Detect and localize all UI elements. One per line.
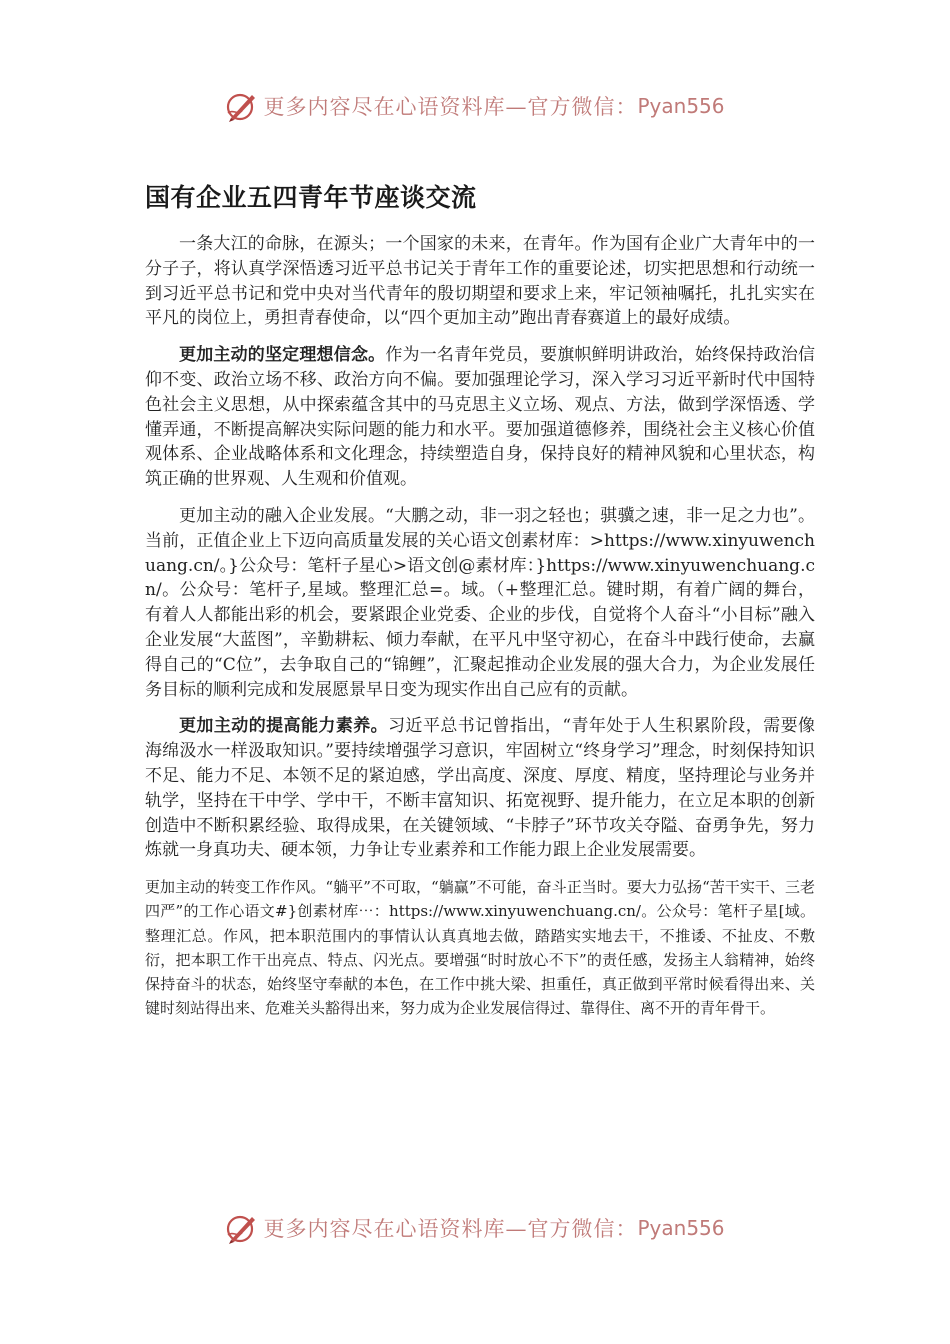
article-body bbox=[145, 232, 815, 1032]
banner-text: 更多内容尽在心语资料库—官方微信： bbox=[263, 1217, 638, 1241]
paragraph-ideals bbox=[145, 343, 815, 492]
footer-banner bbox=[0, 1206, 950, 1250]
banner-wechat-id: Pyan556 bbox=[637, 1216, 725, 1240]
paragraph-style bbox=[145, 875, 815, 1020]
paragraph-intro bbox=[145, 232, 815, 331]
page-title: 国有企业五四青年节座谈交流 bbox=[145, 183, 477, 212]
paragraph-text: 一条大江的命脉，在源头；一个国家的未来，在青年。作为国有企业广大青年中的一分子子，将认真学深悟透习近平总书记关于青年工作的重要论述，切实把思想和行动统一到习近平总书记和党中央对当代青年的殷切期望和要求上来，牢记领袖嘱托，扎扎实实在平凡的岗位上，勇担青春使命，以“四个更加主动”跑出青春赛道上的最好成绩。 bbox=[145, 234, 815, 329]
paragraph-text: 习近平总书记曾指出，“青年处于人生积累阶段，需要像海绵汲水一样汲取知识。”要持续增强学习意识，牢固树立“终身学习”理念，时刻保持知识不足、能力不足、本领不足的紧迫感，学出高度、深度、厚度、精度，坚持理论与业务并轨学，坚持在干中学、学中干，不断丰富知识、拓宽视野、提升能力，在立足本职的创新创造中不断积累经验、取得成果，在关键领域、“卡脖子”环节攻关夺隘、奋勇争先，努力炼就一身真功夫、硬本领，力争让专业素养和工作能力跟上企业发展需要。 bbox=[145, 716, 815, 861]
paragraph-ability bbox=[145, 714, 815, 863]
paragraph-text: 作为一名青年党员，要旗帜鲜明讲政治，始终保持政治信仰不变、政治立场不移、政治方向不偏。要加强理论学习，深入学习习近平新时代中国特色社会主义思想，从中探索蕴含其中的马克思主义立场、观点、方法，做到学深悟透、学懂弄通，不断提高解决实际问题的能力和水平。要加强道德修养，围绕社会主义核心价值观体系、企业战略体系和文化理念，持续塑造自身，保持良好的精神风貌和心里状态，构筑正确的世界观、人生观和价值观。 bbox=[145, 345, 816, 490]
paragraph-lead: 更加主动的提高能力素养。 bbox=[179, 716, 389, 737]
paragraph-lead: 更加主动的坚定理想信念。 bbox=[179, 345, 386, 366]
header-banner bbox=[0, 84, 950, 128]
paragraph-text: 更加主动的转变工作作风。“躺平”不可取，“躺赢”不可能，奋斗正当时。要大力弘扬“苦干实干、三老四严”的工作心语文#}创素材库⋯：https://www.xinyuwenchuang.cn/。公众号：笔杆子星[域。整理汇总。作风，把本职范围内的事情认认真真地去做，踏踏实实地去干，不推诿、不扯皮、不敷衍，把本职工作干出亮点、特点、闪光点。要增强“时时放心不下”的责任感，发扬主人翁精神，始终保持奋斗的状态，始终坚守奉献的本色，在工作中挑大梁、担重任，真正做到平常时候看得出来、关键时刻站得出来、危难关头豁得出来，努力成为企业发展信得过、靠得住、离不开的青年骨干。 bbox=[145, 878, 815, 1018]
banner-text: 更多内容尽在心语资料库—官方微信： bbox=[263, 95, 638, 119]
banner-wechat-id: Pyan556 bbox=[637, 94, 725, 118]
paragraph-text: 更加主动的融入企业发展。“大鹏之动，非一羽之轻也；骐骥之速，非一足之力也”。当前，正值企业上下迈向高质量发展的关心语文创素材库：>https://www.xinyuwenchuang.cn/。}公众号：笔杆子星心>语文创@素材库：}https://www.xinyuwenchuang.cn/。公众号：笔杆子,星域。整理汇总=。域。（+整理汇总。键时期，有着广阔的舞台，有着人人都能出彩的机会，要紧跟企业党委、企业的步伐，自觉将个人奋斗“小目标”融入企业发展“大蓝图”，辛勤耕耘、倾力奉献，在平凡中坚守初心，在奋斗中践行使命，去赢得自己的“C位”，去争取自己的“锦鲤”，汇聚起推动企业发展的强大合力，为企业发展任务目标的顺利完成和发展愿景早日变为现实作出自己应有的贡献。 bbox=[145, 505, 815, 700]
pen-logo-icon bbox=[225, 1211, 259, 1245]
paragraph-development bbox=[145, 504, 815, 702]
pen-logo-icon bbox=[225, 89, 259, 123]
